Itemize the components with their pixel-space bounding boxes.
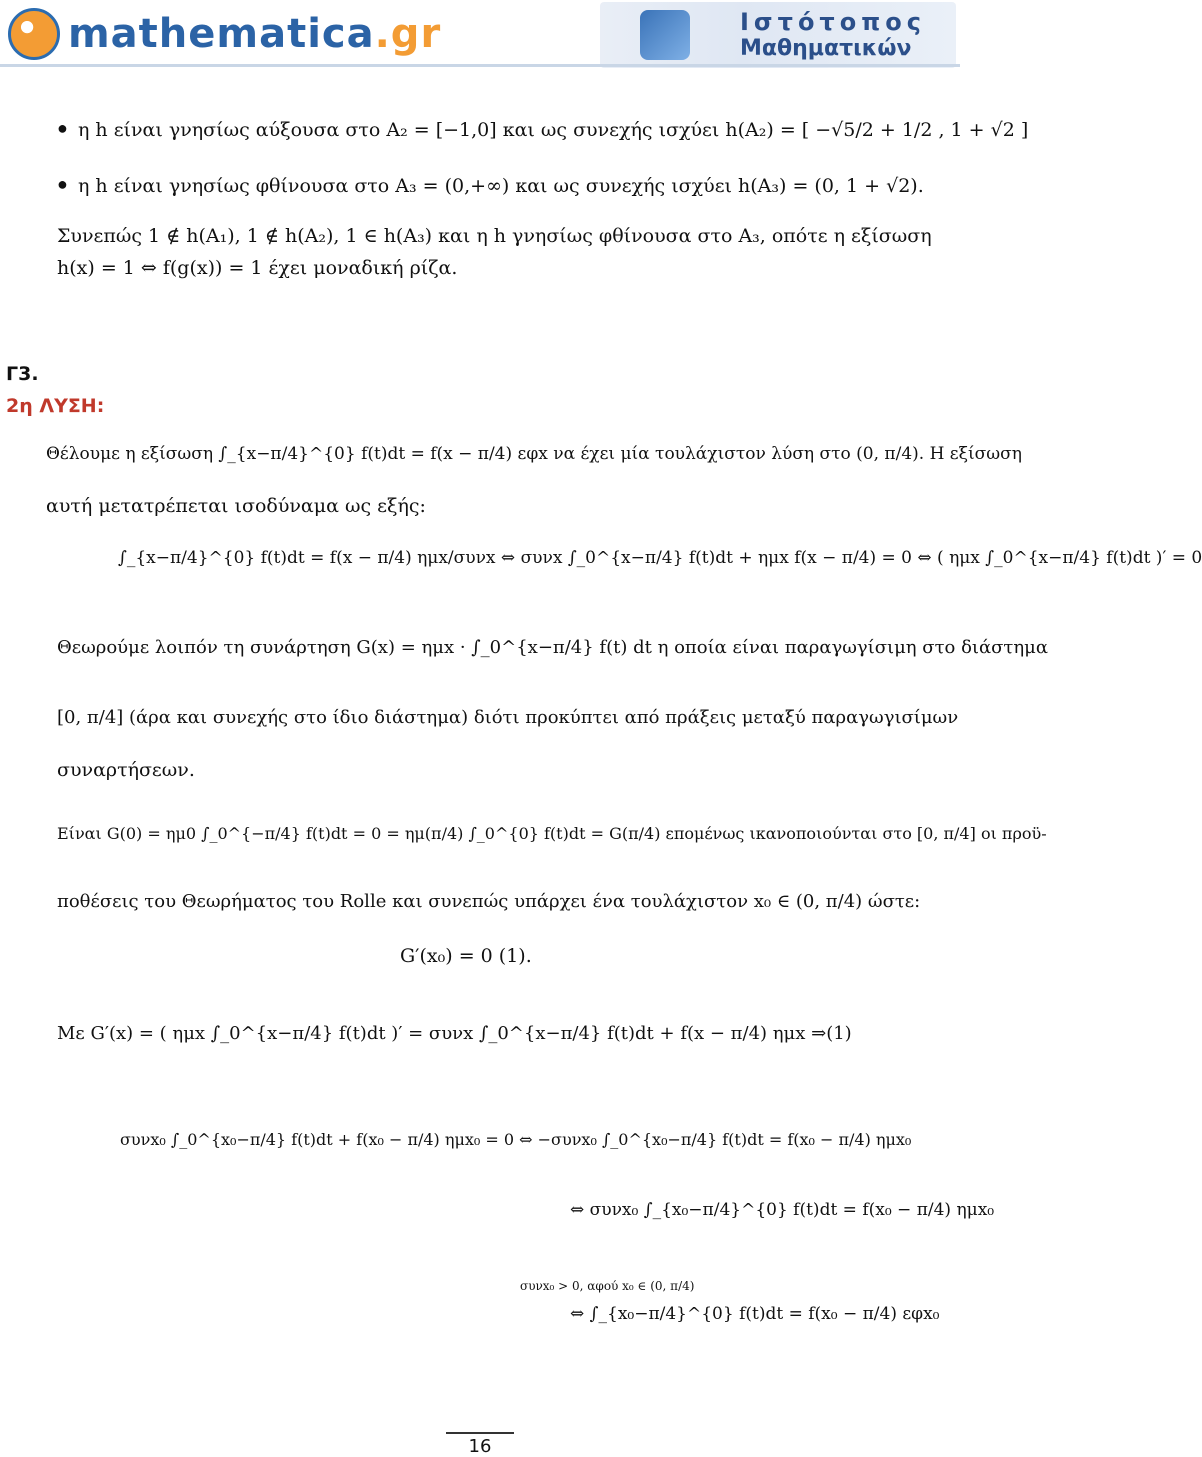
equation-chain-5: ⇔ ∫_{x₀−π/4}^{0} f(t)dt = f(x₀ − π/4) εφx₀ — [570, 1304, 940, 1324]
solution-line-7: Είναι G(0) = ημ0 ∫_0^{−π/4} f(t)dt = 0 = ημ(π/4) ∫_0^{0} f(t)dt = G(π/4) επομένως ικανοποιούνται στο [0, π/4] οι προϋ- — [57, 824, 1047, 843]
istotopos-title: Ιστότοπος — [740, 8, 926, 36]
bullet-2: ● — [57, 174, 68, 194]
page-header — [0, 0, 960, 70]
logo-circle-icon — [8, 8, 60, 60]
equation-chain-3: συνx₀ ∫_0^{x₀−π/4} f(t)dt + f(x₀ − π/4) ημx₀ = 0 ⇔ −συνx₀ ∫_0^{x₀−π/4} f(t)dt = f(x₀ − π/4) ημx₀ — [120, 1130, 912, 1149]
solution-line-2: αυτή μετατρέπεται ισοδύναμα ως εξής: — [46, 495, 426, 517]
equation-condition: συνx₀ > 0, αφού x₀ ∈ (0, π/4) — [520, 1279, 695, 1293]
section-heading: Γ3. — [6, 363, 39, 385]
solution-line-5: [0, π/4] (άρα και συνεχής στο ίδιο διάστημα) διότι προκύπτει από πράξεις μεταξύ παραγωγισίμων — [57, 707, 959, 728]
istotopos-logo — [600, 2, 956, 68]
mathematica-logo — [8, 4, 442, 64]
solution-line-4: Θεωρούμε λοιπόν τη συνάρτηση G(x) = ημx · ∫_0^{x−π/4} f(t) dt η οποία είναι παραγωγίσιμη στο διάστημα — [57, 637, 1049, 658]
logo-text: mathematica.gr — [68, 11, 442, 57]
paragraph-line-2: h(x) = 1 ⇔ f(g(x)) = 1 έχει μοναδική ρίζα. — [57, 257, 458, 279]
bullet-1: ● — [57, 118, 68, 138]
solution-line-8: ποθέσεις του Θεωρήματος του Rolle και συνεπώς υπάρχει ένα τουλάχιστον x₀ ∈ (0, π/4) ώστε: — [57, 891, 921, 912]
page-number: 16 — [446, 1432, 514, 1457]
equation-chain-4: ⇔ συνx₀ ∫_{x₀−π/4}^{0} f(t)dt = f(x₀ − π/4) ημx₀ — [570, 1200, 995, 1220]
istotopos-subtitle: Μαθηματικών — [740, 36, 912, 61]
equation-chain-2: Με G′(x) = ( ημx ∫_0^{x−π/4} f(t)dt )′ = συνx ∫_0^{x−π/4} f(t)dt + f(x − π/4) ημx ⇒(1) — [57, 1023, 852, 1044]
solution-heading: 2η ΛΥΣΗ: — [6, 395, 105, 417]
bullet-line-2: η h είναι γνησίως φθίνουσα στο A₃ = (0,+∞) και ως συνεχής ισχύει h(A₃) = (0, 1 + √2). — [78, 175, 924, 197]
equation-chain-1: ∫_{x−π/4}^{0} f(t)dt = f(x − π/4) ημx/συνx ⇔ συνx ∫_0^{x−π/4} f(t)dt + ημx f(x − π/4) = 0 ⇔ ( ημx ∫_0^{x−π/4} f(t)dt )′ = 0 — [118, 548, 1202, 568]
equation-1: G′(x₀) = 0 (1). — [400, 945, 532, 967]
solution-line-1: Θέλουμε η εξίσωση ∫_{x−π/4}^{0} f(t)dt = f(x − π/4) εφx να έχει μία τουλάχιστον λύση στο (0, π/4). Η εξίσωση — [46, 444, 1022, 464]
header-rule — [0, 64, 960, 67]
paragraph-line-1: Συνεπώς 1 ∉ h(A₁), 1 ∉ h(A₂), 1 ∈ h(A₃) και η h γνησίως φθίνουσα στο A₃, οπότε η εξίσωση — [57, 225, 932, 247]
solution-line-6: συναρτήσεων. — [57, 759, 195, 781]
istotopos-badge-icon — [640, 10, 690, 60]
bullet-line-1: η h είναι γνησίως αύξουσα στο A₂ = [−1,0] και ως συνεχής ισχύει h(A₂) = [ −√5/2 + 1/2 , 1 + √2 ] — [78, 119, 1029, 141]
